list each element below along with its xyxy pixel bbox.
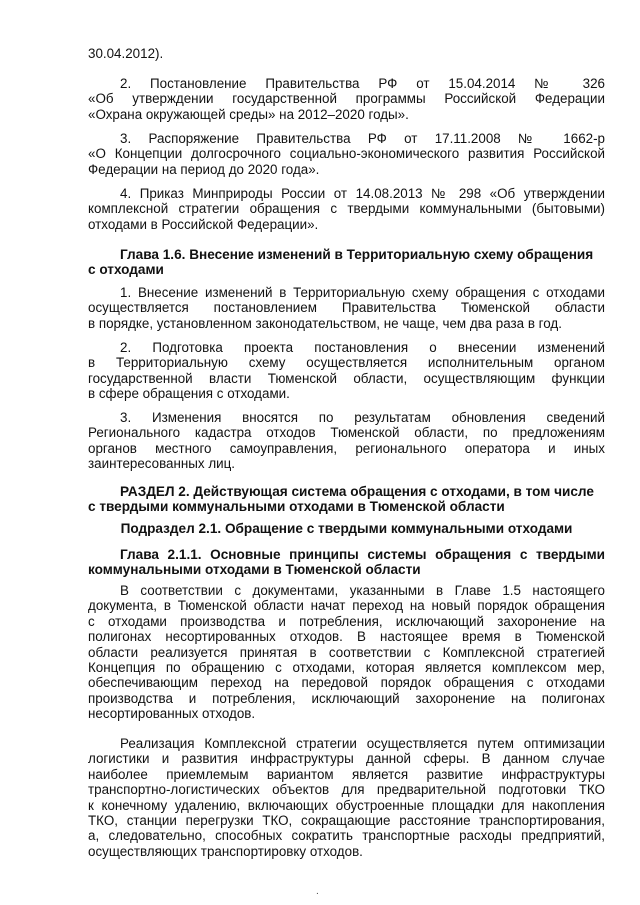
text-line: к конечному удалению, включающих обустроенные площадки для накопления — [88, 797, 605, 813]
text-line: с отходами производства и потребления, исключающий захоронение на — [88, 613, 605, 629]
chapter-1-6-item-2 — [88, 340, 605, 402]
text-line: в порядке, установленном законодательством, не чаще, чем два раза в год. — [88, 315, 562, 331]
list-item-resolution-2 — [88, 76, 605, 122]
section-2-title — [88, 484, 605, 515]
text-line: 3. Изменения вносятся по результатам обновления сведений — [120, 410, 605, 425]
text-line: органов местного самоуправления, регионального оператора и иных — [88, 440, 605, 456]
chapter-2-1-1-paragraph-1 — [88, 583, 605, 722]
list-item-order-3 — [88, 131, 605, 177]
text-line: отходами в Российской Федерации». — [88, 216, 319, 232]
text-line: обеспечивающим переход на передовой порядок обращения с отходами — [88, 675, 605, 691]
heading-line: РАЗДЕЛ 2. Действующая система обращения с отходами, в том числе — [120, 484, 594, 499]
text-line: транспортно-логистических объектов для предварительной подготовки ТКО — [88, 782, 605, 798]
heading-line: коммунальными отходами в Тюменской области — [88, 562, 421, 578]
text-line: логистики и развития инфраструктуры данной сферы. В данном случае — [88, 751, 605, 767]
chapter-1-6-title — [88, 247, 605, 278]
text-line: документа, в Тюменской области начат переход на новый порядок обращения — [88, 598, 605, 614]
text-line: заинтересованных лиц. — [88, 456, 236, 472]
heading-line: с твердыми коммунальными отходами в Тюменской области — [88, 499, 505, 515]
chapter-1-6-item-1 — [88, 285, 605, 331]
text-line: Концепция по обращению с отходами, которая является комплексом мер, — [88, 660, 605, 676]
footer-mark: . — [316, 886, 319, 897]
heading-line: Глава 1.6. Внесение изменений в Территориальную схему обращения — [120, 247, 594, 262]
text-line: наиболее приемлемым вариантом является развитие инфраструктуры — [88, 766, 605, 782]
chapter-2-1-1-title — [88, 547, 605, 578]
text-line: Регионального кадастра отходов Тюменской области, по предложениям — [88, 425, 605, 441]
heading-line: с отходами — [88, 262, 164, 278]
text-line: осуществляющих транспортировку отходов. — [88, 843, 363, 859]
text-line: «О Концепции долгосрочного социально-экономического развития Российской — [88, 146, 605, 162]
heading-line: Подраздел 2.1. Обращение с твердыми коммунальными отходами — [120, 521, 573, 536]
continuation-fragment — [88, 46, 605, 61]
text-line: В соответствии с документами, указанными в Главе 1.5 настоящего — [120, 583, 605, 598]
chapter-2-1-1-paragraph-2 — [88, 736, 605, 859]
text-line: Реализация Комплексной стратегии осуществляется путем оптимизации — [120, 736, 605, 751]
text-line: 30.04.2012). — [88, 46, 164, 61]
text-line: 1. Внесение изменений в Территориальную схему обращения с отходами — [120, 285, 605, 300]
text-line: а, следовательно, способных сократить транспортные расходы предприятий, — [88, 828, 605, 844]
heading-line: Глава 2.1.1. Основные принципы системы обращения с твердыми — [120, 547, 605, 562]
text-line: осуществляется постановлением Правительства Тюменской области — [88, 300, 605, 316]
chapter-1-6-item-3 — [88, 410, 605, 472]
text-line: 3. Распоряжение Правительства РФ от 17.11.2008 № 1662-р — [120, 131, 605, 146]
text-line: ТКО, станции перегрузки ТКО, сокращающие расстояние транспортирования, — [88, 813, 605, 829]
text-line: «Об утверждении государственной программы Российской Федерации — [88, 91, 605, 107]
text-line: «Охрана окружающей среды» на 2012–2020 годы». — [88, 106, 409, 122]
text-line: 2. Подготовка проекта постановления о внесении изменений — [120, 340, 605, 355]
text-line: комплексной стратегии обращения с твердыми коммунальными (бытовыми) — [88, 201, 605, 217]
text-line: области реализуется принятая в соответствии с Комплексной стратегией — [88, 644, 605, 660]
subsection-2-1-title — [88, 521, 605, 536]
text-line: 4. Приказ Минприроды России от 14.08.2013 № 298 «Об утверждении — [120, 186, 605, 201]
list-item-order-4 — [88, 186, 605, 232]
text-line: производства и потребления, исключающий захоронение на полигонах — [88, 690, 605, 706]
text-line: полигонах несортированных отходов. В настоящее время в Тюменской — [88, 629, 605, 645]
text-line: несортированных отходов. — [88, 706, 256, 722]
text-line: государственной власти Тюменской области, осуществляющим функции — [88, 370, 605, 386]
text-line: 2. Постановление Правительства РФ от 15.04.2014 № 326 — [120, 76, 605, 91]
text-line: Федерации на период до 2020 года». — [88, 161, 320, 177]
text-line: в Территориальную схему осуществляется исполнительным органом — [88, 355, 605, 371]
text-line: в сфере обращения с отходами. — [88, 386, 290, 402]
